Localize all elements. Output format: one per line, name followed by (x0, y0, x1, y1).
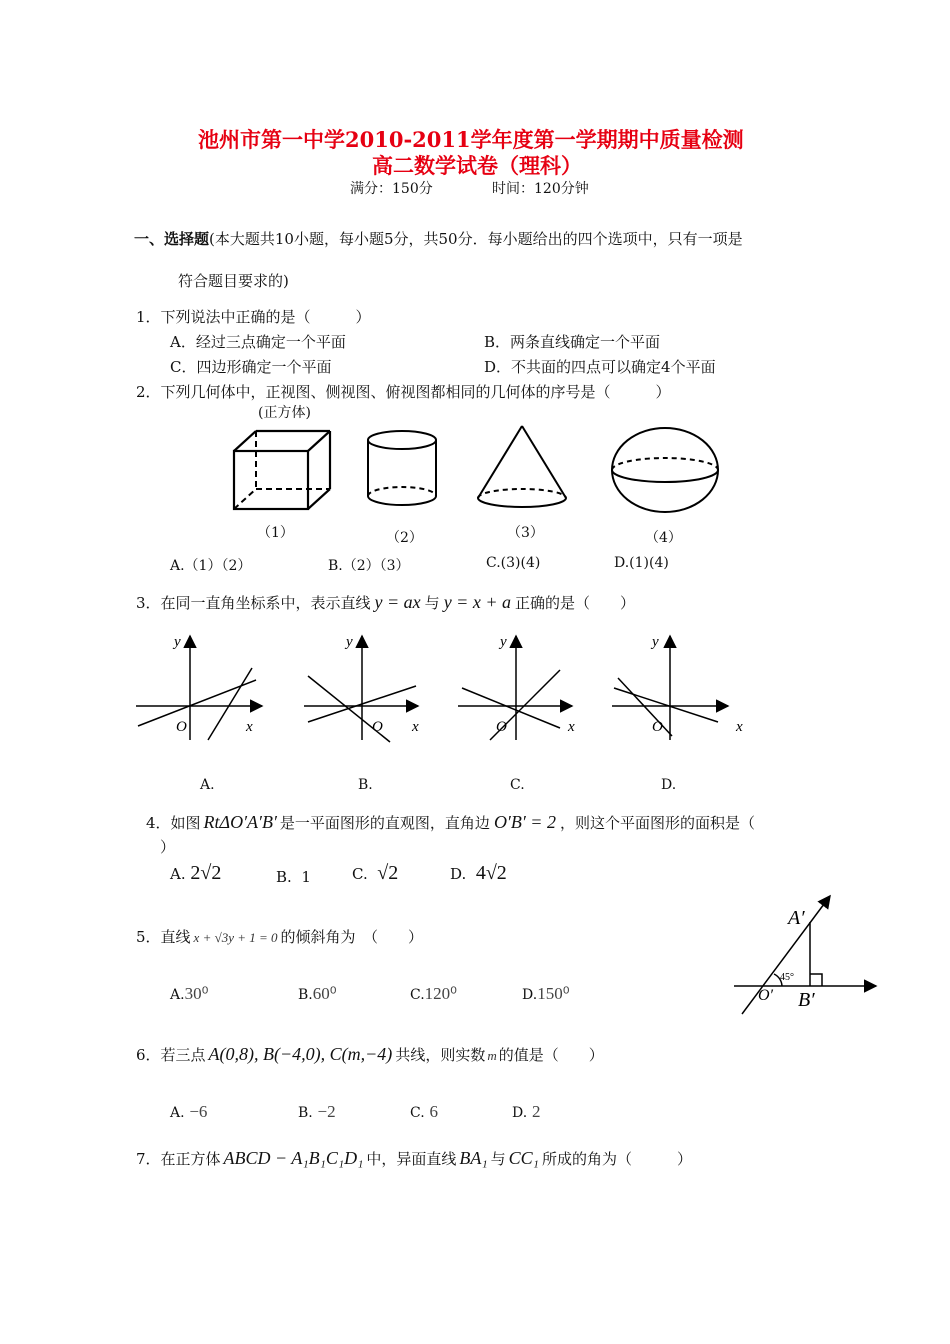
q6-option-c (410, 1102, 438, 1122)
q5-option-b (298, 984, 337, 1004)
cone-figure (472, 422, 572, 514)
q4-stem (146, 812, 755, 833)
q6-option-c-letter: C. (410, 1105, 425, 1121)
q3-graph-a-x-label: x (246, 719, 253, 735)
q3-graph-d-x-label: x (736, 719, 743, 735)
q3-option-c: C. (510, 777, 525, 793)
q4-stem-c: ，则这个平面图形的面积是（ (559, 814, 755, 832)
q3-graphs (130, 630, 760, 745)
section-instructions-text: (本大题共10小题，每小题5分，共50分．每小题给出的四个选项中，只有一项是 (209, 230, 743, 248)
q6-stem-a: 6．若三点 (136, 1046, 206, 1064)
q1-stem: 1．下列说法中正确的是（ ） (136, 308, 371, 326)
q3-graph-c-origin: O (496, 719, 507, 735)
q5-option-c-value: 120⁰ (424, 984, 457, 1003)
q5-option-c (410, 984, 457, 1004)
q6-option-d (512, 1102, 540, 1122)
q2-option-c: C.(3)(4) (486, 555, 541, 571)
q4-option-b-value: 1 (301, 868, 311, 886)
q6-option-b-value: −2 (317, 1102, 336, 1121)
q5-option-b-value: 60⁰ (312, 984, 337, 1003)
q7-cube: ABCD − A₁B₁C₁D₁ (223, 1148, 364, 1168)
exam-title: 池州市第一中学2010-2011学年度第一学期期中质量检测 (198, 127, 744, 152)
q3-eq2: y = x + a (443, 592, 511, 612)
q4-stem-b: 是一平面图形的直观图，直角边 (279, 814, 490, 832)
q4-option-c-letter: C. (352, 865, 368, 883)
q3-graph-d-origin: O (652, 719, 663, 735)
q3-option-b: B. (358, 777, 373, 793)
q4-stem-close: ） (160, 838, 176, 856)
q6-stem-b: 共线，则实数 (395, 1046, 486, 1064)
q2-option-b: B.（2）（3） (328, 558, 410, 574)
q4-option-d-letter: D. (450, 865, 467, 883)
sphere-figure (608, 424, 724, 516)
q5-option-a-value: 30⁰ (184, 984, 209, 1003)
q3-stem-c: 正确的是（ ） (514, 594, 635, 612)
q6-option-b-letter: B. (298, 1105, 313, 1121)
q6-option-c-value: 6 (429, 1102, 438, 1121)
figure-label-1: （1） (257, 525, 294, 541)
full-score: 满分：150分 (350, 181, 433, 197)
q5-option-c-letter: C. (410, 987, 425, 1003)
q1-option-b: B．两条直线确定一个平面 (484, 333, 661, 351)
q3-graph-a-origin: O (176, 719, 187, 735)
q6-option-d-value: 2 (531, 1102, 541, 1121)
q4-option-a (170, 862, 221, 885)
q4-label-o: O′ (758, 987, 774, 1004)
q4-option-b (276, 868, 311, 886)
q4-option-a-value: 2√2 (190, 862, 222, 884)
q3-graph-d-y-label: y (652, 634, 659, 650)
q4-option-c-value: √2 (377, 862, 399, 884)
q7-stem (136, 1148, 692, 1169)
q4-figure-name: RtΔO′A′B′ (203, 812, 277, 832)
q5-option-a (170, 984, 208, 1004)
q7-stem-c: 与 (490, 1150, 506, 1168)
q7-stem-a: 7．在正方体 (136, 1150, 221, 1168)
q4-figure (730, 888, 882, 1018)
cylinder-figure (364, 428, 444, 512)
figure-label-4: （4） (645, 530, 682, 546)
q5-stem (136, 926, 423, 947)
q4-angle-label: 45° (780, 972, 794, 983)
q2-option-d: D.(1)(4) (614, 555, 669, 571)
section-instructions-cont: 符合题目要求的) (178, 272, 289, 290)
q2-stem: 2．下列几何体中，正视图、侧视图、俯视图都相同的几何体的序号是（ ） (136, 383, 671, 401)
q4-edge: O′B′ = 2 (493, 812, 556, 832)
q5-option-d-letter: D. (522, 987, 538, 1003)
q4-stem-a: 4．如图 (146, 814, 201, 832)
q4-option-d (450, 862, 507, 885)
q3-option-a: A. (200, 777, 215, 793)
q5-equation: x + √3y + 1 = 0 (193, 930, 278, 945)
q5-stem-a: 5．直线 (136, 928, 191, 946)
q1-option-c: C．四边形确定一个平面 (170, 358, 332, 376)
q3-graph-c-y-label: y (500, 634, 507, 650)
cube-figure (228, 425, 338, 515)
q7-stem-d: 所成的角为（ ） (541, 1150, 692, 1168)
q5-stem-b: 的倾斜角为 （ ） (280, 928, 424, 946)
q3-stem (136, 592, 635, 613)
q6-option-b (298, 1102, 336, 1122)
q7-line2: CC₁ (508, 1148, 539, 1168)
q2-option-a: A.（1）（2） (170, 558, 252, 574)
q3-stem-b: 与 (424, 594, 440, 612)
q5-option-b-letter: B. (298, 987, 313, 1003)
q3-stem-a: 3．在同一直角坐标系中，表示直线 (136, 594, 371, 612)
q3-graph-b-x-label: x (412, 719, 419, 735)
q6-option-a-value: −6 (189, 1102, 208, 1121)
q5-option-d (522, 984, 570, 1004)
q7-line1: BA₁ (459, 1148, 488, 1168)
q3-graph-b-origin: O (372, 719, 383, 735)
q5-option-a-letter: A. (170, 987, 185, 1003)
q4-option-a-letter: A. (170, 865, 186, 883)
q6-option-a (170, 1102, 207, 1122)
q1-option-a: A．经过三点确定一个平面 (170, 333, 346, 351)
q6-var: m (487, 1048, 497, 1063)
q6-stem-c: 的值是（ ） (498, 1046, 604, 1064)
q3-graph-b-y-label: y (346, 634, 353, 650)
figure-label-3: （3） (507, 525, 544, 541)
q4-option-b-letter: B. (276, 868, 292, 886)
cube-caption: (正方体) (258, 405, 311, 421)
q3-option-d: D. (661, 777, 677, 793)
q4-option-d-value: 4√2 (475, 862, 507, 884)
q6-option-d-letter: D. (512, 1105, 528, 1121)
q6-stem (136, 1044, 604, 1065)
q5-option-d-value: 150⁰ (537, 984, 570, 1003)
q3-graph-c-x-label: x (568, 719, 575, 735)
q3-graph-a-y-label: y (174, 634, 181, 650)
section-instructions (134, 228, 743, 249)
q3-eq1: y = ax (374, 592, 421, 612)
exam-subtitle: 高二数学试卷（理科） (372, 153, 582, 178)
time-limit: 时间：120分钟 (492, 181, 589, 197)
q7-stem-b: 中，异面直线 (366, 1150, 457, 1168)
q6-option-a-letter: A. (170, 1105, 185, 1121)
q6-points: A(0,8), B(−4,0), C(m,−4) (208, 1044, 393, 1064)
section-heading: 一、选择题 (134, 230, 210, 248)
q1-option-d: D．不共面的四点可以确定4个平面 (484, 358, 716, 376)
q4-label-a: A′ (788, 907, 805, 929)
figure-label-2: （2） (386, 530, 423, 546)
q4-option-c (352, 862, 398, 885)
q4-label-b: B′ (798, 989, 815, 1011)
